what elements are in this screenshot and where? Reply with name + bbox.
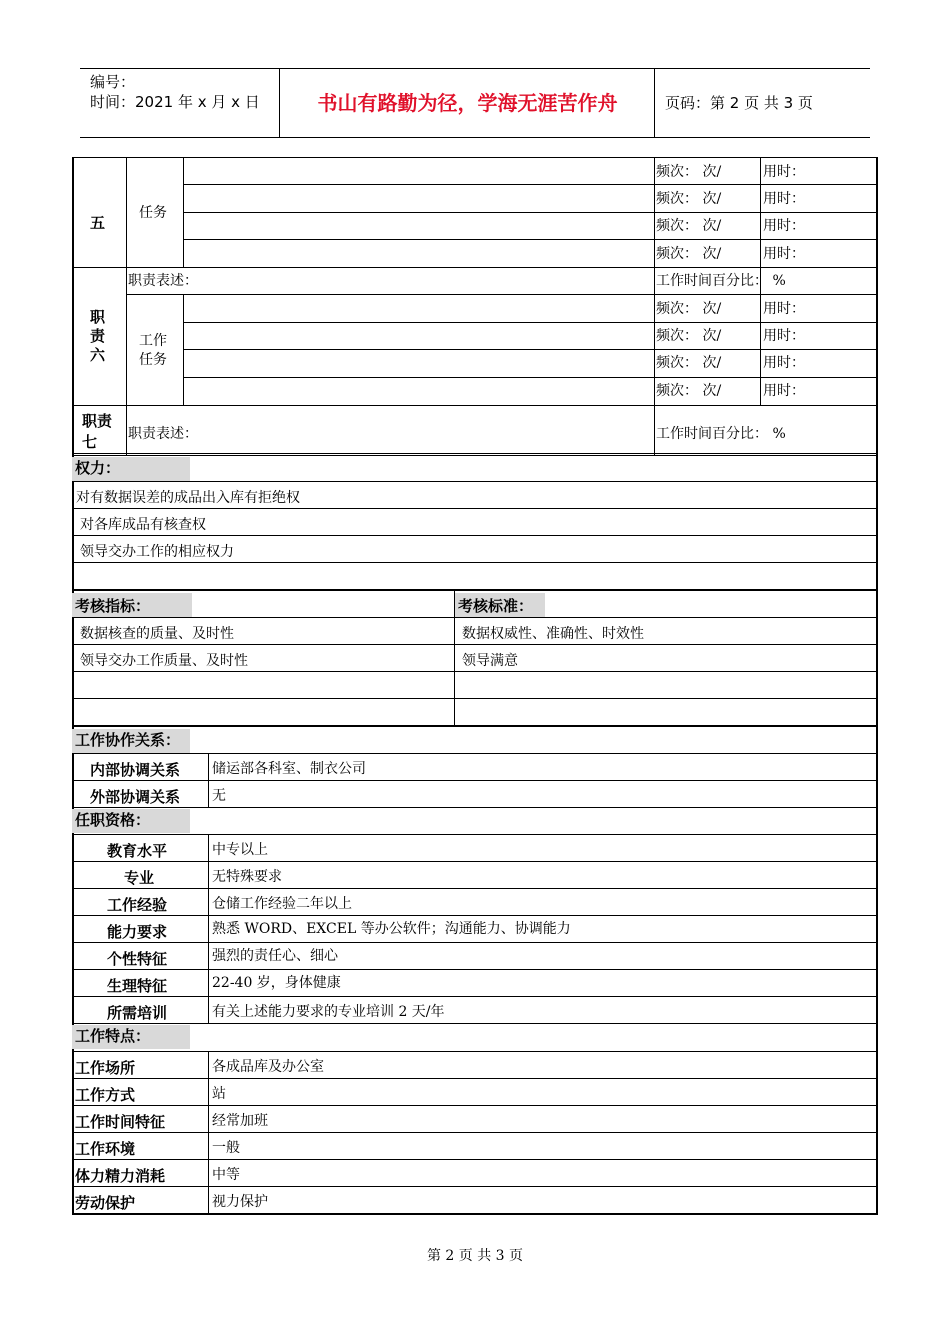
qualification-label: 所需培训 [107, 1004, 168, 1022]
qualification-value: 中专以上 [212, 842, 268, 858]
duty5-freq: 频次： 次/ [656, 218, 722, 234]
qualification-title: 任职资格： [72, 809, 878, 833]
duty6-task-label: 工作 任务 [139, 333, 167, 368]
duty5-freq: 频次： 次/ [656, 191, 722, 207]
duty5-time: 用时： [763, 218, 805, 234]
duty7-number: 职责 七 [82, 412, 113, 451]
duty5-number: 五 [90, 214, 106, 232]
work-feature-label: 劳动保护 [75, 1194, 136, 1212]
duty6-time: 用时： [763, 328, 805, 344]
work-feature-value: 中等 [212, 1167, 240, 1183]
duty6-time: 用时： [763, 383, 805, 399]
job-description-form [72, 157, 878, 1215]
duty5-freq: 频次： 次/ [656, 246, 722, 262]
cooperation-label: 内部协调关系 [90, 761, 181, 779]
duty5-time: 用时： [763, 164, 805, 180]
header-page-info: 页码：第 2 页 共 3 页 [665, 94, 813, 112]
work-feature-label: 体力精力消耗 [75, 1167, 166, 1185]
duty5-time: 用时： [763, 191, 805, 207]
duty5-time: 用时： [763, 246, 805, 262]
header-meta [80, 69, 280, 137]
duty6-time: 用时： [763, 301, 805, 317]
qualification-value: 22-40 岁，身体健康 [212, 975, 341, 991]
qualification-label: 工作经验 [107, 896, 168, 914]
assessment-indicator: 领导交办工作质量、及时性 [80, 653, 248, 669]
qualification-value: 无特殊要求 [212, 869, 282, 885]
authority-item: 领导交办工作的相应权力 [80, 544, 234, 560]
duty6-percent-label: 工作时间百分比： % [656, 273, 786, 289]
work-features-title: 工作特点： [72, 1025, 878, 1049]
assessment-standard-title: 考核标准： [458, 597, 534, 615]
duty6-freq: 频次： 次/ [656, 301, 722, 317]
qualification-label: 专业 [124, 869, 155, 887]
cooperation-title: 工作协作关系： [72, 729, 878, 753]
duty6-time: 用时： [763, 355, 805, 371]
duty5-task-label: 任务 [139, 205, 167, 221]
work-feature-label: 工作场所 [75, 1059, 136, 1077]
duty6-freq: 频次： 次/ [656, 355, 722, 371]
work-feature-label: 工作环境 [75, 1140, 136, 1158]
assessment-indicator-title: 考核指标： [75, 597, 151, 615]
number-label: 编号： [90, 73, 136, 91]
qualification-label: 教育水平 [107, 842, 168, 860]
cooperation-value: 无 [212, 788, 226, 804]
date-label: 时间：2021 年 x 月 x 日 [90, 93, 260, 111]
duty6-freq: 频次： 次/ [656, 383, 722, 399]
work-feature-value: 站 [212, 1086, 226, 1102]
duty6-freq: 频次： 次/ [656, 328, 722, 344]
authority-item: 对有数据误差的成品出入库有拒绝权 [76, 490, 300, 506]
authority-item: 对各库成品有核查权 [80, 517, 206, 533]
duty7-desc-label: 职责表述： [128, 426, 198, 442]
duty7-percent-label: 工作时间百分比： % [656, 426, 786, 442]
cooperation-label: 外部协调关系 [90, 788, 181, 806]
work-feature-value: 各成品库及办公室 [212, 1059, 324, 1075]
header-motto: 书山有路勤为径，学海无涯苦作舟 [281, 69, 655, 137]
duty5-freq: 频次： 次/ [656, 164, 722, 180]
qualification-value: 强烈的责任心、细心 [212, 948, 338, 964]
assessment-standard: 数据权威性、准确性、时效性 [462, 626, 644, 642]
form-border [72, 157, 878, 1215]
work-feature-label: 工作时间特征 [75, 1113, 166, 1131]
qualification-label: 能力要求 [107, 923, 168, 941]
work-feature-value: 一般 [212, 1140, 240, 1156]
work-feature-value: 视力保护 [212, 1194, 268, 1210]
duty6-desc-label: 职责表述： [128, 273, 198, 289]
qualification-value: 熟悉 WORD、EXCEL 等办公软件；沟通能力、协调能力 [212, 921, 571, 937]
work-feature-label: 工作方式 [75, 1086, 136, 1104]
qualification-value: 有关上述能力要求的专业培训 2 天/年 [212, 1004, 445, 1020]
work-feature-value: 经常加班 [212, 1113, 268, 1129]
duty6-number: 职 责 六 [90, 308, 106, 364]
qualification-label: 个性特征 [107, 950, 168, 968]
qualification-label: 生理特征 [107, 977, 168, 995]
cooperation-value: 储运部各科室、制衣公司 [212, 761, 366, 777]
assessment-indicator: 数据核查的质量、及时性 [80, 626, 234, 642]
assessment-standard: 领导满意 [462, 653, 518, 669]
qualification-value: 仓储工作经验二年以上 [212, 896, 352, 912]
page-footer: 第 2 页 共 3 页 [426, 1248, 524, 1264]
page-header [80, 68, 870, 138]
authority-title: 权力： [72, 457, 878, 481]
